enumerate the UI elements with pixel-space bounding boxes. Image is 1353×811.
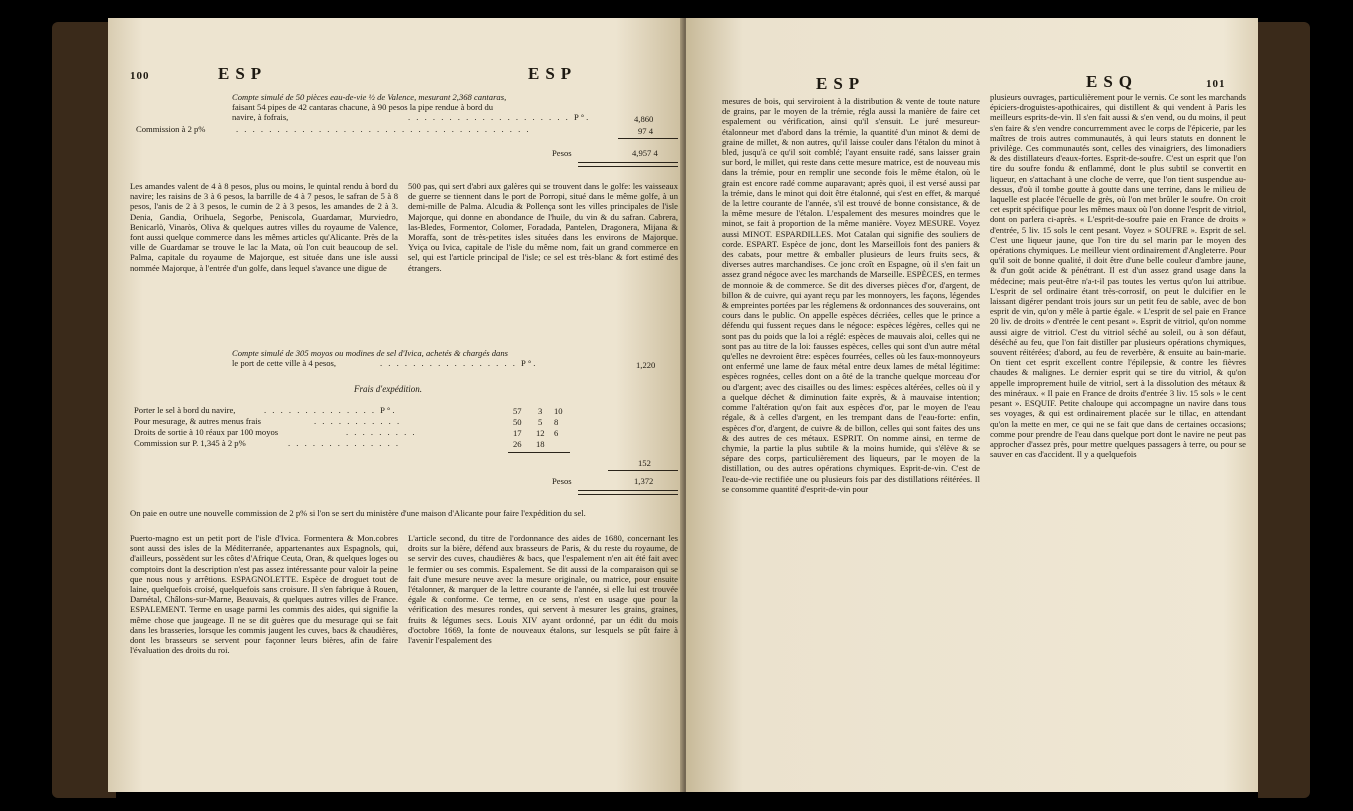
running-head-right-2: ESQ: [1086, 72, 1139, 91]
compte-valence-value: 4,860: [634, 114, 654, 124]
compte-valence-commission-value: 97 4: [638, 126, 654, 136]
frais-subtotal: 152: [638, 458, 651, 468]
compte-valence-total: 4,957 4: [632, 148, 658, 158]
running-head-left-2: ESP: [528, 64, 578, 83]
frais-total: 1,372: [634, 476, 654, 486]
left-page: 100 ESP ESP Compte simulé de 50 pièces eau-de-vie ½ de Valence, mesurant 2,368 cantaras, faisant 54 pipes de 42 cantaras chacune, à 90 pesos la pipe rendue à bord du navire, à fofrais, . . . . . . . . . . . . . . . . . . . . P°. 4,860 Commission à 2 p% . . . . . . . . . . . . . . . . . . . . . . . . . . . . . . . . . . . . 97 4 Pesos 4,957 4 Les amandes valent de 4 à 8 pesos, plus ou moins, le quintal rendu à bord du navire; les raisins de 3 à 6 pesos, la barrille de 4 à 7 pesos, le safran de 5 à 8 pesos, l'anis de 2 à 3 pesos, le cumin de 2 à 3 pesos, les amandes de 2 à 3. Denia, Gandia, Orihuela, Segorbe, Peniscola, Guardamar, Murviedro, Benicarlò, Vinaròs, Oliva & quelques autres villes du royaume de Valence, font aussi quelque commerce dans les mêmes articles qu'Alicante. Près de la ville de Guardamar se trouve le lac la Mata, où l'on cuit beaucoup de sel. Palma, capitale du royaume de Majorque, est située dans une isle aussi nommée Majorque, à l'entrée d'un golfe, dans lequel s'avance une digue de 500 pas, qui sert d'abri aux galères qui se trouvent dans le golfe: les vaisseaux de guerre se tiennent dans le port de Porropi, situé dans le même golfe, à un demi-mille de Palma. Alcudia & Pollença sont les villes principales de l'isle Majorque, qui donne en abondance de l'huile, du vin & du safran. Cabrera, las-Bledes, Formentor, Colomer, Foradada, Pantelen, Dragonera, Mijana & Moraffa, sont de très-petites isles situées dans les environs de Majorque. Yviça ou Ivica, capitale de l'isle du même nom, fait un grand commerce en sel, qui est l'article principal de l'isle; ce sel est très-blanc & fort estimé des étrangers. Compte simulé de 305 moyos ou modines de sel d'Ivica, achetés & chargés dans le port de cette ville à 4 pesos, . . . . . . . . . . . . . . . . . P°. 1,220 Frais d'expédition. Porter le sel à bord du navire, . . . . . . . . . . . . . . P°. 57 3 10 Pour mesurage, & autres menus frais . . . . . . . . . . . 50 5 8 Droits de sortie à 10 réaux par 100 moyos . . . . . . . . . 17 12 6 Commission sur P. 1,345 à 2 p% . . . . . . . . . . . . . . 26 18 152 Pesos 1,372 On paie en outre une nouvelle commission de 2 p% si l'on se sert du ministère d'une maison d'Alicante pour faire l'expédition du sel. Puerto-magno est un petit port de l'isle d'Ivica. Formentera & Mon.cobres sont aussi des isles de la Méditerranée, appartenantes aux Espagnols, qui, d'ailleurs, possèdent sur les côtes d'Afrique Ceuta, Oran, & quelques loges ou comptoirs dont la description n'est pas assez intéressante pour valoir la peine que nous nous y arrêtions. ESPAGNOLETTE. Espèce de droguet tout de laine, quelquefois croisé, quelquefois sans croisure. Il s'en fabrique à Rouen, Darnétal, Châlons-sur-Marne, Beauvais, & quelques autres villes de France. ESPALEMENT. Terme en usage parmi les commis des aides, qui signifie la même chose que jaugeage. Il ne se dit guères que du mesurage qui se fait dans les brasseries, lorsque les commis jaugent les cuves, bacs & chaudières, dont les brasseurs se servent pour façonner leurs bières, afin de faire l'évaluation des droits du roi. L'article second, du titre de l'ordonnance des aides de 1680, concernant les droits sur la bière, défend aux brasseurs de Paris, & du reste du royaume, de se servir des cuves, chaudières & bacs, que l'espalement n'en ait été fait avec le fermier ou ses commis. Espalement. Se dit aussi de la comparaison qui se fait d'une mesure neuve avec la mesure originale, ou matrice, pour ensuite l'étalonner, & marquer de la lettre courante de l'année, si elle lui est trouvée égale & conforme. Ce terme, en ce sens, n'est en usage que pour la vérification des mesures rondes, qui servent à mesurer les grains, graines, fruits & légumes secs. Louis XIV ayant ordonné, par un édit du mois d'octobre 1669, la fonte de nouveaux étalons, sur lesquels se pût faire à l'avenir l'espalement des: [108, 18, 685, 792]
compte-valence-commission-label: Commission à 2 p%: [136, 124, 206, 134]
left-column-1-bottom: Puerto-magno est un petit port de l'isle d'Ivica. Formentera & Mon.cobres sont aussi des isles de la Méditerranée, appartenantes aux Espagnols, qui, d'ailleurs, possèdent sur les côtes d'Afrique Ceuta, Oran, & quelques loges ou comptoirs dont la description n'est pas assez intéressante pour valoir la peine que nous nous y arrêtions. ESPAGNOLETTE. Espèce de droguet tout de laine, quelquefois croisé, quelquefois sans croisure. Il s'en fabrique à Rouen, Darnétal, Châlons-sur-Marne, Beauvais, & quelques autres villes de France. ESPALEMENT. Terme en usage parmi les commis des aides, qui signifie la même chose que jaugeage. Il ne se dit guères que du mesurage qui se fait dans les brasseries, lorsque les commis jaugent les cuves, bacs & chaudières, dont les brasseurs se servent pour façonner leurs bières, afin de faire l'évaluation des droits du roi.: [130, 533, 398, 656]
book-cover-left: [52, 22, 116, 798]
compte-ivica-line-1: Compte simulé de 305 moyos ou modines de sel d'Ivica, achetés & chargés dans: [232, 348, 508, 358]
book-cover-right: [1258, 22, 1310, 798]
running-head-left-1: ESP: [218, 64, 268, 83]
left-wide-paragraph: On paie en outre une nouvelle commission de 2 p% si l'on se sert du ministère d'une maison d'Alicante pour faire l'expédition du sel.: [130, 508, 586, 518]
left-column-2-bottom: L'article second, du titre de l'ordonnance des aides de 1680, concernant les droits sur la bière, défend aux brasseurs de Paris, & du reste du royaume, de se servir des cuves, chaudières & bacs, que l'espalement n'en ait été fait avec le fermier ou ses commis. Espalement. Se dit aussi de la comparaison qui se fait d'une mesure neuve avec la mesure originale, ou matrice, pour ensuite l'étalonner, & marquer de la lettre courante de l'année, si elle lui est trouvée égale & conforme. Ce terme, en ce sens, n'est en usage que pour la vérification des mesures rondes, qui servent à mesurer les grains, graines, fruits & légumes secs. Louis XIV ayant ordonné, par un édit du mois d'octobre 1669, la fonte de nouveaux étalons, sur lesquels se pût faire à l'avenir l'espalement des: [408, 533, 678, 646]
frais-title: Frais d'expédition.: [354, 384, 422, 394]
compte-valence-line-1: Compte simulé de 50 pièces eau-de-vie ½ de Valence, mesurant 2,368 cantaras,: [232, 92, 507, 102]
compte-ivica-line-2: le port de cette ville à 4 pesos,: [232, 358, 337, 368]
page-number-right: 101: [1206, 78, 1226, 90]
right-column-1: mesures de bois, qui serviroient à la distribution & vente de toute nature de grains, par le moyen de la trémie, régla aussi la manière de faire cet espalement ou vérification, ainsi qu'il s'ensuit. Le juré mesureur-étalonneur met d'abord dans la trémie, la quantité d'un minot & demi de graine de millet, & non autres, qu'il laisse couler dans l'étalon du minot à bled, jusqu'à ce qu'il soit comblé; l'ayant ensuite radé, sans laisser grain sur bord, le millet, qui reste dans cette mesure matrice, est de nouveau mis dans la trémie, pour en remplir une seconde fois le même étalon, où le grain est encore radé comme auparavant; après quoi, il est versé aussi par la trémie, dans le minot qui doit être étalonné, qui s'est en effet, & marqué de la lettre courante de l'année, s'il est trouvé de bonne consistance, & de la même mesure de l'étalon. L'espalement des mesures moindres que le minot, se fait à proportion de la même manière. Voyez MESURE. Voyez aussi MINOT. ESPARDILLES. Mot Catalan qui signifie des souliers de corde. ESPART. Espèce de jonc, dont les Marseillois font des paniers & des cabats, pour mettre & emballer plusieurs de leurs fruits secs, & diverses autres marchandises. Ce jonc croît en Espagne, où il s'en fait un assez grand négoce avec les marchands de Marseille. ESPÈCES, en termes de monnoie & de commerce. Se dit des diverses pièces d'or, d'argent, de billon & de cuivre, qui ayant reçu par les monnoyers, les façons, légendes & empreintes portées par les réglemens & ordonnances des souverains, ont cours dans le public. On appelle espèces décriées, celles que le prince a défendu qui fussent reçues dans le négoce: espèces légères, celles qui ne sont pas du poids que la loi a réglé: espèces de mauvais aloi, celles qui ne sont pas au titre de la loi: fausses espèces, celles qui sont d'un autre métal qu'elles ne devroient être: espèces fourrées, celles où les faux-monnoyeurs ont enfermé une lame de faux métal entre deux lames de métal légitime: espèces rognées, celles dont on a ôté de la tranche quelque morceau d'or ou d'argent; avec des cisailles ou des limes: espèces altérées, celles où il y a quelque déchet & diminution faite exprès, & à mauvaise intention; comme l'altération qu'on fait aux espèces d'or, par le moyen de l'eau régale, & à celles d'argent, en les trempant dans de l'eau-forte: enfin, espèces d'or, d'argent, de cuivre & de billon, celles qui sont faites des uns & des autres de ces métaux. ESPRIT. On nomme ainsi, en terme de chymie, la partie la plus subtile & la moins humide, qui s'élève & se sépare des corps, particulièrement des liqueurs, par le moyen de la distillation, ou des autres opérations chymiques. Esprit-de-vin. C'est de l'eau-de-vie rectifiée une ou plusieurs fois par des distillations réitérées. Il se consomme quantité d'esprit-de-vin pour: [722, 96, 980, 494]
frais-total-label: Pesos: [552, 476, 572, 486]
open-book: [52, 18, 1310, 798]
left-column-2-top: 500 pas, qui sert d'abri aux galères qui se trouvent dans le golfe: les vaisseaux de guerre se tiennent dans le port de Porropi, situé dans le même golfe, à un demi-mille de Palma. Alcudia & Pollença sont les villes principales de l'isle Majorque, qui donne en abondance de l'huile, du vin & du safran. Cabrera, las-Bledes, Formentor, Colomer, Foradada, Pantelen, Dragonera, Mijana & Moraffa, sont de très-petites isles situées dans les environs de Majorque. Yviça ou Ivica, capitale de l'isle du même nom, fait un grand commerce en sel, qui est l'article principal de l'isle; ce sel est très-blanc & fort estimé des étrangers.: [408, 181, 678, 273]
compte-valence-line-2: faisant 54 pipes de 42 cantaras chacune, à 90 pesos la pipe rendue à bord du: [232, 102, 494, 112]
left-column-1-top: Les amandes valent de 4 à 8 pesos, plus ou moins, le quintal rendu à bord du navire; les raisins de 3 à 6 pesos, la barrille de 4 à 7 pesos, le safran de 5 à 8 pesos, l'anis de 2 à 3 pesos, le cumin de 2 à 3 pesos, les amandes de 2 à 3. Denia, Gandia, Orihuela, Segorbe, Peniscola, Guardamar, Murviedro, Benicarlò, Vinaròs, Oliva & quelques autres villes du royaume de Valence, font aussi quelque commerce dans les mêmes articles qu'Alicante. Près de la ville de Guardamar se trouve le lac la Mata, où l'on cuit beaucoup de sel. Palma, capitale du royaume de Majorque, est située dans une isle aussi nommée Majorque, à l'entrée d'un golfe, dans lequel s'avance une digue de: [130, 181, 398, 273]
running-head-right-1: ESP: [816, 74, 866, 93]
page-number-left: 100: [130, 70, 150, 82]
compte-ivica-value: 1,220: [636, 360, 656, 370]
right-page: [686, 18, 1258, 792]
compte-valence-total-label: Pesos: [552, 148, 572, 158]
right-column-2: plusieurs ouvrages, particulièrement pour le vernis. Ce sont les marchands épiciers-droguistes-apothicaires, qui distillent & qui vendent à Paris les meilleurs esprits-de-vin. Il s'en fait aussi & s'en vend, ou du moins, il peut s'en faire & s'en vendre concurremment avec le corps de l'épicerie, par les maîtres de trois autres communautés, à qui leurs statuts en donnent le privilège. Ces communautés sont, celles des vinaigriers, des limonadiers & des distillateurs d'eaux-fortes. Esprit-de-soufre. C'est un esprit que l'on tire du soufre fondu & enflammé, dont le plus subtil se convertit en liqueur, en s'attachant à une cloche de verre, que l'on tient suspendue au-dessus, d'où il tombe goutte à goutte dans une terrine, dans le milieu de laquelle est placée l'écuelle de grès, où l'on met brûler le soufre. On croit cet esprit spécifique pour les mêmes maux où l'on donne l'esprit de vitriol, dont on parlera ci-après. « L'esprit-de-soufre paie en France de droits » d'entrée, 5 liv. 15 sols le cent pesant. Voyez » SOUFRE ». Esprit de sel. C'est une liqueur jaune, que l'on tire du sel marin par le moyen des opérations chymiques. Le meilleur vient ordinairement d'Angleterre. Pour qu'il soit de bonne qualité, il doit être d'une belle couleur d'ambre jaune, & d'un goût acide & pénétrant. Il est d'un assez grand usage dans la médecine; mais peut-être n'a-t-il pas toutes les vertus qu'on lui attribue. L'esprit de sel ordinaire étant très-corrosif, on peut le dulcifier en le laissant digérer pendant trois jours sur un petit feu de sable, avec de bon esprit de vin, qu'on y mêle à partie égale. « L'esprit de sel paie en France 20 liv. de droits » d'entrée le cent pesant ». Esprit de vitriol, qu'on nomme aussi aigre de vitriol. C'est du vitriol séché au soleil, ou à son défaut, déséché au feu, que l'on fait distiller par plusieurs opérations chymiques, souvent réitérées; d'abord, au feu de reverbère, & ensuite au bain-marie. On tient cet esprit excellent contre l'épilepsie, & contre les fièvres chaudes & malignes. Le dernier esprit qui se tire du vitriol, & qu'on appelle improprement huile de vitriol, sert à la dissolution des métaux & des minéraux. « Il paie en France de droits d'entrée 3 liv. 15 sols » le cent pesant ». ESQUIF. Petite chaloupe qui accompagne un navire dans tous ses voyages, & qui est ordinairement placée sur le tillac, en attendant qu'on la mette en mer, ce qui ne se fait que dans de certaines occasions; comme pour prendre de l'eau dans quelque port dont le navire ne peut pas approcher d'assez près, pour mettre quelques passagers à terre, ou pour se sauver en cas d'accident. Il y a quelquefois: [990, 92, 1246, 460]
compte-valence-line-3: navire, à fofrais,: [232, 112, 289, 122]
